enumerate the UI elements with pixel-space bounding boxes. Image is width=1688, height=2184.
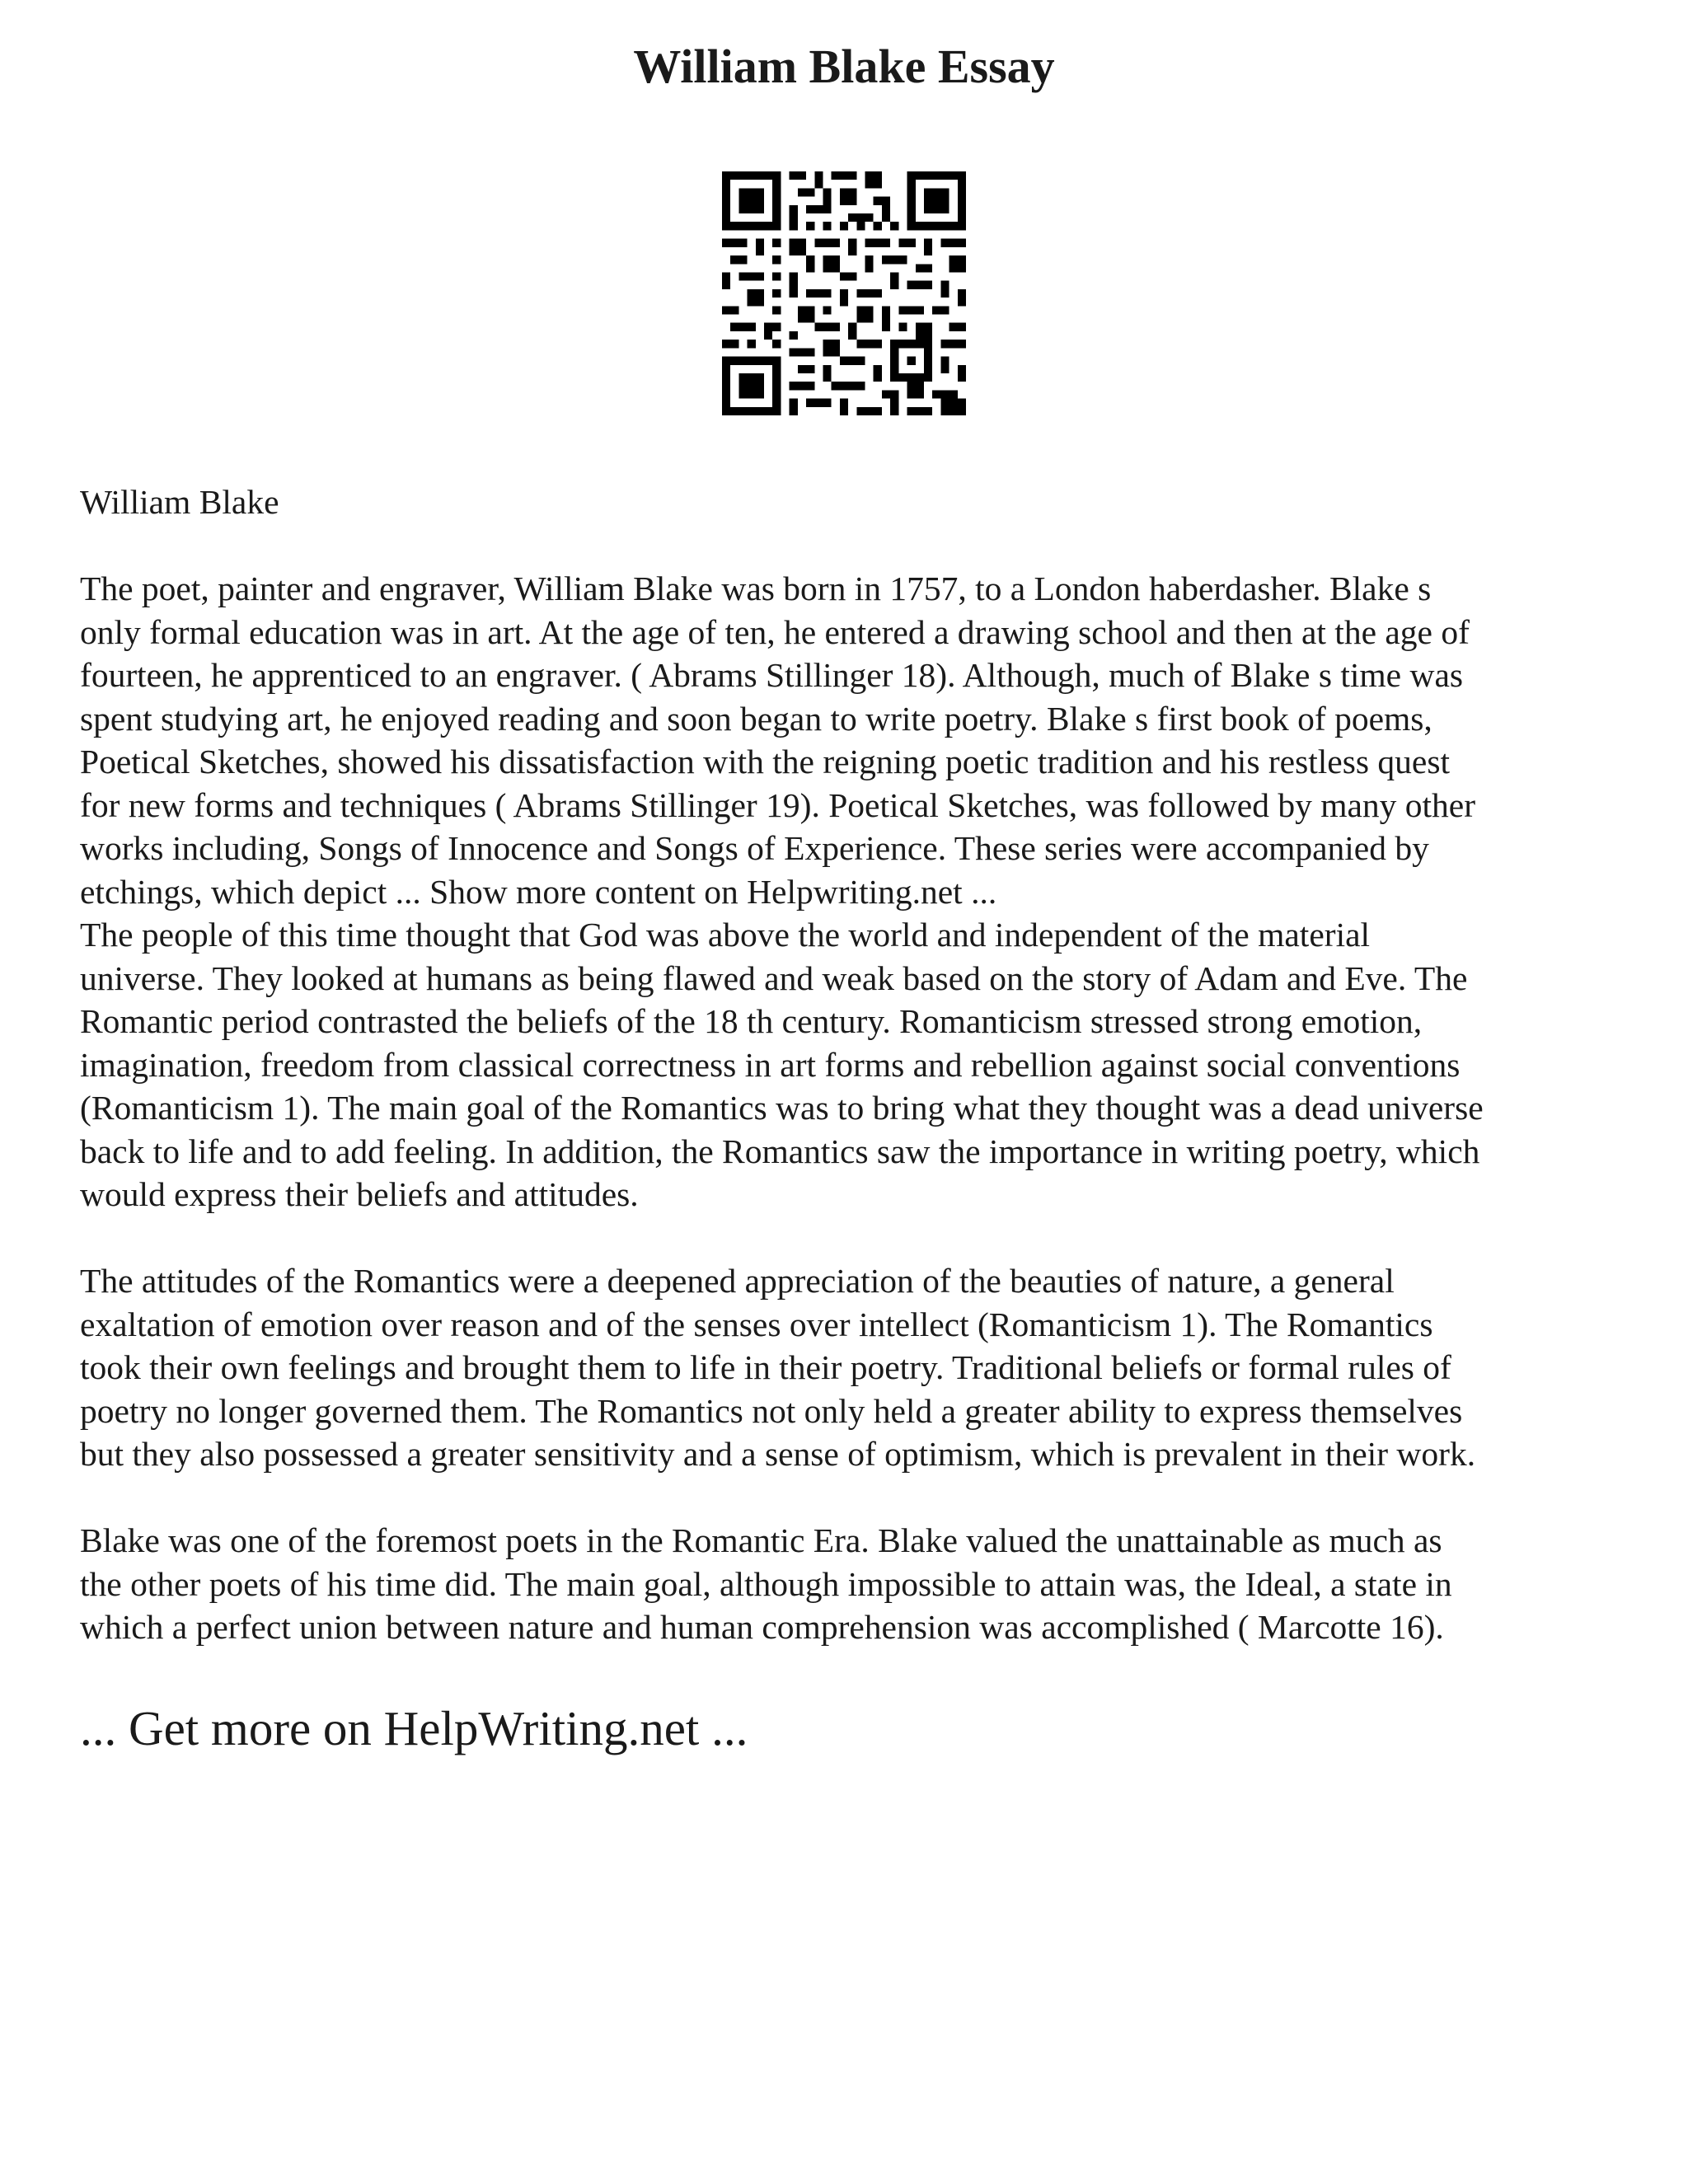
paragraph-gap (80, 1476, 1629, 1520)
essay-paragraph-3: The attitudes of the Romantics were a deepened appreciation of the beauties of nature, a general exaltation of emotion over reason and of the senses over intellect (Romanticism 1). The Romantics took their own feelings and brought them to life in their poetry. Traditional beliefs or formal rules of poetry no longer governed them. The Romantics not only held a greater ability to express themselves but they also possessed a greater sensitivity and a sense of optimism, which is prevalent in their work. (80, 1262, 1476, 1473)
qr-code-icon[interactable] (722, 171, 966, 415)
paragraph-gap (80, 524, 1629, 568)
essay-paragraph-2: The people of this time thought that God was above the world and independent of the material universe. They looked at humans as being flawed and weak based on the story of Adam and Eve. The Romantic period contrasted the beliefs of the 18 th century. Romanticism stressed strong emotion, imagination, freedom from classical correctness in art forms and rebellion against social conventions (Romanticism 1). The main goal of the Romantics was to bring what they thought was a dead universe back to life and to add feeling. In addition, the Romantics saw the importance in writing poetry, which would express their beliefs and attitudes. (80, 916, 1484, 1213)
essay-body (80, 480, 1629, 1649)
paragraph-gap (80, 1216, 1629, 1260)
essay-heading: William Blake (80, 483, 279, 521)
document-title: William Blake Essay (633, 40, 1055, 93)
essay-paragraph-1: The poet, painter and engraver, William Blake was born in 1757, to a London haberdasher. Blake s only formal education was in art. At the age of ten, he entered a drawing school and then at the age of fourteen, he apprenticed to an engraver. ( Abrams Stillinger 18). Although, much of Blake s time was spent studying art, he enjoyed reading and soon began to write poetry. Blake s first book of poems, Poetical Sketches, showed his dissatisfaction with the reigning poetic tradition and his restless quest for new forms and techniques ( Abrams Stillinger 19). Poetical Sketches, was followed by many other works including, Songs of Innocence and Songs of Experience. These series were accompanied by etchings, which depict ... Show more content on Helpwriting.net ... (80, 569, 1476, 911)
get-more-link[interactable]: ... Get more on HelpWriting.net ... (80, 1701, 748, 1755)
essay-paragraph-4: Blake was one of the foremost poets in the Romantic Era. Blake valued the unattainable as much as the other poets of his time did. The main goal, although impossible to attain was, the Ideal, a state in which a perfect union between nature and human comprehension was accomplished ( Marcotte 16). (80, 1521, 1452, 1646)
